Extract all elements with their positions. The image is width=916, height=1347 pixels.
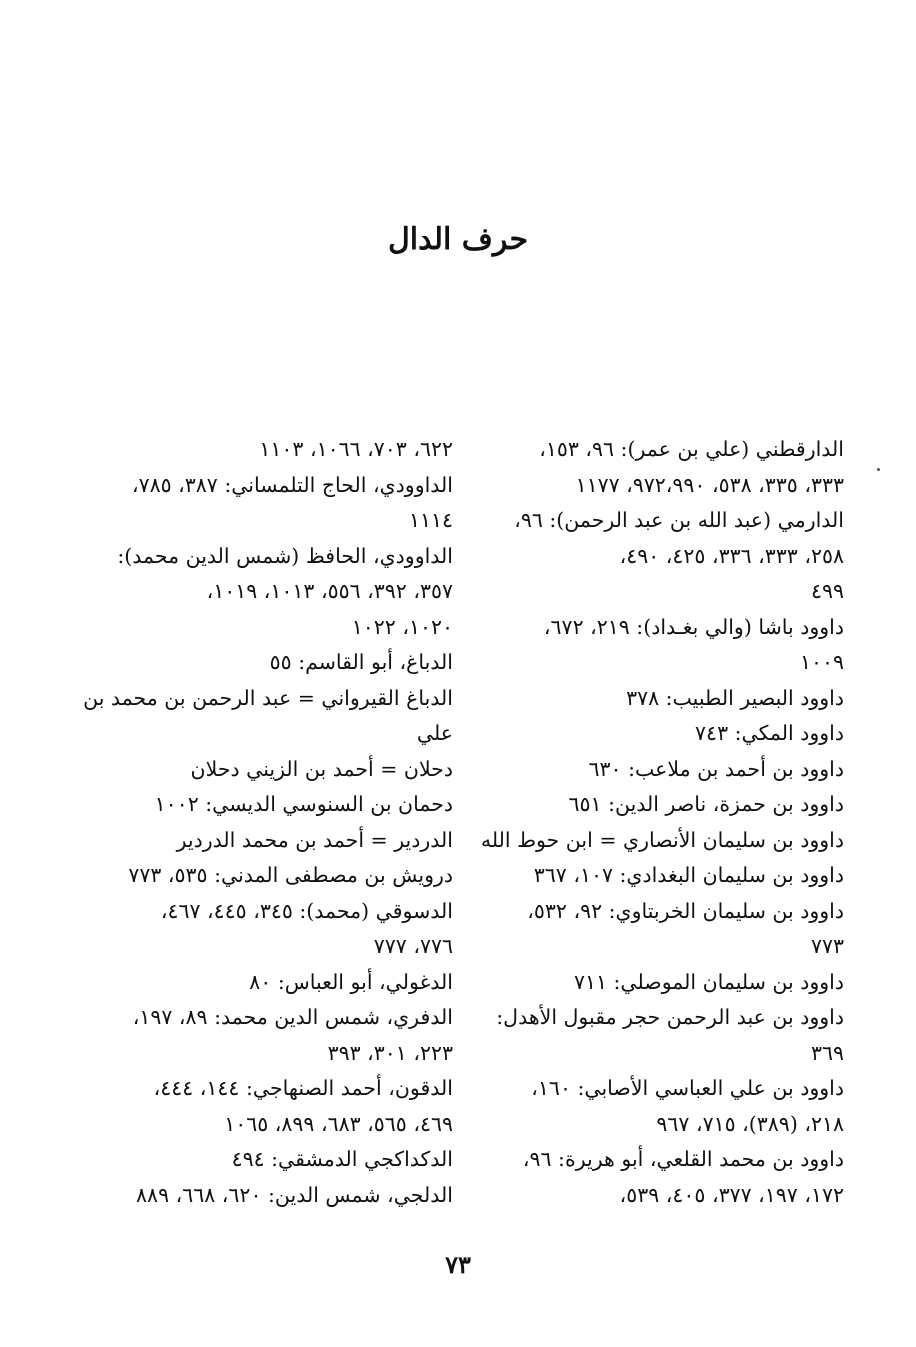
index-line: ١٧٢، ١٩٧، ٣٧٧، ٤٠٥، ٥٣٩، [619, 1182, 844, 1207]
page-number: ٧٣ [445, 1250, 471, 1279]
index-line: داوود بن حمزة، ناصر الدين: ٦٥١ [568, 792, 844, 816]
index-line: داوود بن علي العباسي الأصابي: ١٦٠، [531, 1076, 844, 1100]
index-line: داوود بن سليمان الخربتاوي: ٩٢، ٥٣٢، [527, 898, 844, 923]
index-line: ٧٧٣ [810, 934, 844, 958]
index-line: الدارمي (عبد الله بن عبد الرحمن): ٩٦، [514, 508, 844, 532]
index-line: ٢٥٨، ٣٣٣، ٣٣٦، ٤٢٥، ٤٩٠، [619, 543, 844, 568]
page-title: حرف الدال [388, 222, 528, 257]
index-line: ٤٩٩ [810, 579, 844, 603]
index-line: ٤٦٩، ٥٦٥، ٦٨٣، ٨٩٩، ١٠٦٥ [224, 1111, 453, 1136]
index-line: ٦٢٢، ٧٠٣، ١٠٦٦، ١١٠٣ [259, 437, 453, 461]
index-line: الدفري، شمس الدين محمد: ٨٩، ١٩٧، [132, 1005, 453, 1029]
index-line: داوود بن سليمان الموصلي: ٧١١ [573, 969, 844, 994]
index-line: ١١١٤ [408, 508, 453, 532]
index-line: داوود بن سليمان الأنصاري = ابن حوط الله [480, 827, 844, 852]
index-line: الدسوقي (محمد): ٣٤٥، ٤٤٥، ٤٦٧، [160, 898, 453, 923]
index-line: الدكداكجي الدمشقي: ٤٩٤ [231, 1147, 453, 1171]
index-line: درويش بن مصطفى المدني: ٥٣٥، ٧٧٣ [128, 863, 453, 887]
index-line: ١٠٢٠، ١٠٢٢ [351, 614, 453, 639]
index-line: ١٠٠٩ [799, 650, 844, 674]
index-line: دحلان = أحمد بن الزيني دحلان [190, 756, 453, 781]
index-line: الداوودي، الحاج التلمساني: ٣٨٧، ٧٨٥، [131, 472, 453, 497]
index-line: ٣٦٩ [810, 1040, 844, 1065]
index-column-left [83, 432, 453, 1213]
index-line: الدغولي، أبو العباس: ٨٠ [249, 969, 453, 994]
index-line: داوود بن أحمد بن ملاعب: ٦٣٠ [588, 756, 844, 781]
index-line: ٢١٨، (٣٨٩)، ٧١٥، ٩٦٧ [656, 1111, 844, 1136]
index-line: داوود بن عبد الرحمن حجر مقبول الأهدل: [496, 1005, 844, 1029]
index-line: الداوودي، الحافظ (شمس الدين محمد): [117, 543, 453, 568]
index-line: الدقون، أحمد الصنهاجي: ١٤٤، ٤٤٤، [153, 1076, 453, 1100]
index-line: ٣٣٣، ٣٣٥، ٥٣٨، ٩٧٢،٩٩٠، ١١٧٧ [575, 472, 844, 497]
index-line: داوود المكي: ٧٤٣ [695, 721, 844, 745]
index-column-right [480, 432, 844, 1213]
index-line: داوود بن سليمان البغدادي: ١٠٧، ٣٦٧ [533, 863, 844, 887]
index-line: الدارقطني (علي بن عمر): ٩٦، ١٥٣، [539, 437, 844, 461]
index-line: الدباغ، أبو القاسم: ٥٥ [269, 650, 453, 674]
index-line: علي [416, 721, 453, 745]
scan-speck [877, 468, 880, 471]
index-line: داوود البصير الطبيب: ٣٧٨ [626, 685, 844, 710]
index-line: ٢٢٣، ٣٠١، ٣٩٣ [327, 1040, 453, 1065]
index-line: دحمان بن السنوسي الديسي: ١٠٠٢ [154, 792, 453, 816]
index-line: ٧٧٦، ٧٧٧ [373, 934, 453, 958]
index-line: داوود باشا (والي بغـداد): ٢١٩، ٦٧٢، [543, 614, 844, 639]
index-line: الدباغ القيرواني = عبد الرحمن بن محمد بن [83, 685, 453, 710]
index-line: الدلجي، شمس الدين: ٦٢٠، ٦٦٨، ٨٨٩ [136, 1182, 453, 1207]
index-line: داوود بن محمد القلعي، أبو هريرة: ٩٦، [522, 1147, 844, 1171]
index-line: الدردير = أحمد بن محمد الدردير [176, 827, 453, 852]
index-line: ٣٥٧، ٣٩٢، ٥٥٦، ١٠١٣، ١٠١٩، [206, 579, 453, 603]
